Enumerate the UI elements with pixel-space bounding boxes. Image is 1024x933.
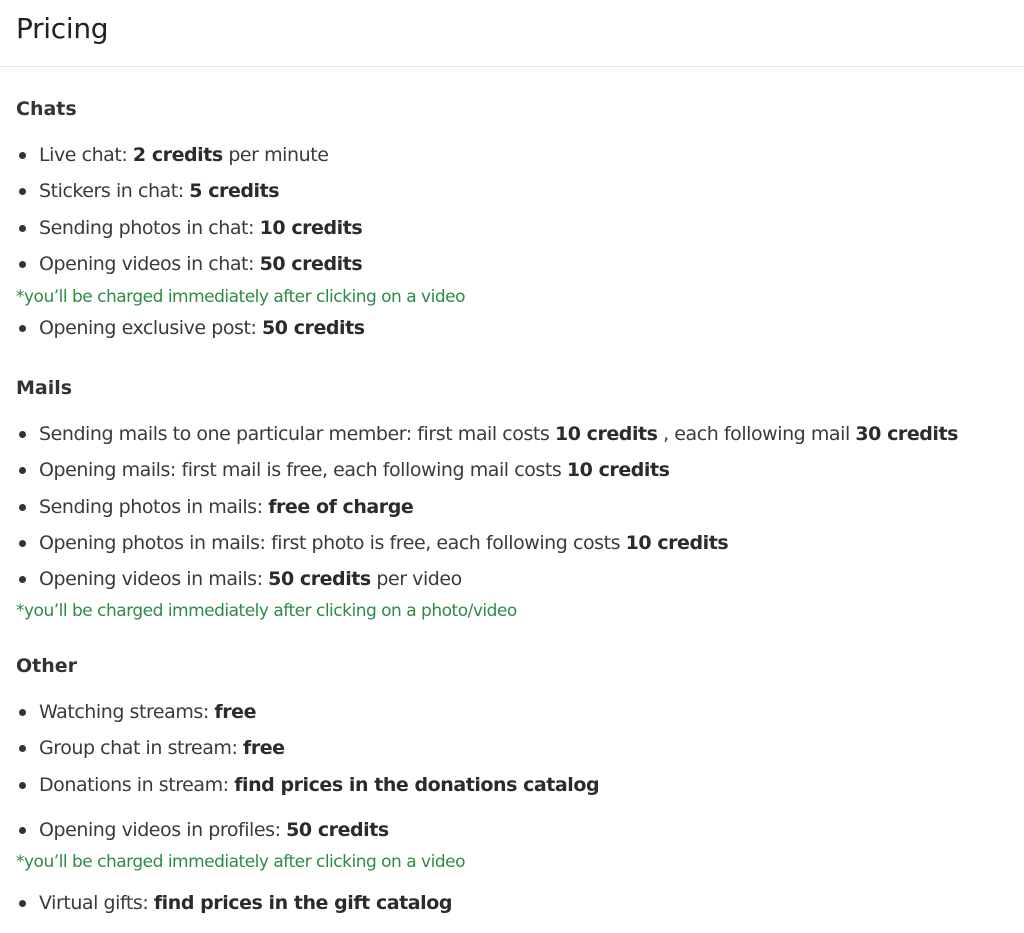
item-price-secondary: 30 credits — [855, 423, 958, 445]
bullet-dot-icon — [19, 782, 26, 789]
item-label: Opening videos in mails: — [39, 568, 269, 590]
item-label: Opening photos in mails: first photo is free, each following costs — [39, 532, 626, 554]
item-price: free — [243, 737, 285, 759]
list-item-sending-photos-chat — [16, 216, 362, 240]
charge-note-chats: *you’ll be charged immediately after clicking on a video — [16, 287, 465, 307]
item-price: 10 credits — [566, 459, 670, 481]
list-item-sending-photos-mails — [16, 495, 413, 519]
list-item-live-chat — [16, 143, 328, 167]
item-price: 10 credits — [554, 423, 658, 445]
bullet-dot-icon — [19, 152, 26, 159]
item-price: 50 credits — [286, 819, 389, 841]
item-label: Sending photos in mails: — [39, 496, 269, 518]
bullet-dot-icon — [19, 225, 26, 232]
item-suffix: per minute — [222, 144, 329, 166]
item-middle: , each following mail — [657, 423, 856, 445]
list-item-stickers — [16, 179, 279, 203]
bullet-dot-icon — [19, 709, 26, 716]
section-title-mails: Mails — [16, 377, 73, 399]
item-label: Donations in stream: — [39, 774, 235, 796]
item-label: Stickers in chat: — [39, 180, 190, 202]
item-label: Sending mails to one particular member: first mail costs — [39, 423, 555, 445]
list-item-donations-stream — [16, 773, 599, 797]
bullet-dot-icon — [19, 540, 26, 547]
bullet-dot-icon — [19, 467, 26, 474]
item-label: Sending photos in chat: — [39, 217, 260, 239]
list-item-virtual-gifts — [16, 891, 452, 915]
bullet-dot-icon — [19, 431, 26, 438]
bullet-dot-icon — [19, 900, 26, 907]
list-item-opening-videos-chat — [16, 252, 362, 276]
item-label: Opening videos in profiles: — [39, 819, 287, 841]
page-header — [0, 0, 1024, 67]
bullet-dot-icon — [19, 504, 26, 511]
item-label: Group chat in stream: — [39, 737, 243, 759]
page-title: Pricing — [16, 12, 109, 45]
item-label: Live chat: — [39, 144, 133, 166]
item-price: 10 credits — [625, 532, 729, 554]
bullet-dot-icon — [19, 576, 26, 583]
item-price: find prices in the donations catalog — [234, 774, 600, 796]
section-title-chats: Chats — [16, 98, 77, 120]
item-price: 10 credits — [259, 217, 363, 239]
item-price: free of charge — [268, 496, 414, 518]
item-price: 5 credits — [189, 180, 280, 202]
charge-note-mails: *you’ll be charged immediately after clicking on a photo/video — [16, 601, 517, 621]
item-price: 50 credits — [259, 253, 363, 275]
list-item-watching-streams — [16, 700, 256, 724]
bullet-dot-icon — [19, 261, 26, 268]
item-price: free — [214, 701, 257, 723]
item-label: Opening videos in chat: — [39, 253, 260, 275]
item-price: 50 credits — [268, 568, 371, 590]
list-item-group-chat-stream — [16, 736, 285, 760]
list-item-opening-photos-mails — [16, 531, 728, 555]
section-title-other: Other — [16, 655, 78, 677]
bullet-dot-icon — [19, 827, 26, 834]
item-label: Opening exclusive post: — [39, 317, 263, 339]
item-suffix: per video — [370, 568, 462, 590]
charge-note-profiles: *you’ll be charged immediately after clicking on a video — [16, 852, 465, 872]
list-item-sending-mails — [16, 422, 958, 446]
bullet-dot-icon — [19, 188, 26, 195]
bullet-dot-icon — [19, 745, 26, 752]
item-label: Virtual gifts: — [39, 892, 154, 914]
list-item-opening-mails — [16, 458, 669, 482]
bullet-dot-icon — [19, 325, 26, 332]
item-price: find prices in the gift catalog — [153, 892, 452, 914]
list-item-exclusive-post — [16, 316, 365, 340]
item-label: Watching streams: — [39, 701, 215, 723]
list-item-opening-videos-profiles — [16, 818, 389, 842]
item-price: 50 credits — [262, 317, 365, 339]
item-price: 2 credits — [132, 144, 223, 166]
list-item-opening-videos-mails — [16, 567, 462, 591]
item-label: Opening mails: first mail is free, each following mail costs — [39, 459, 567, 481]
